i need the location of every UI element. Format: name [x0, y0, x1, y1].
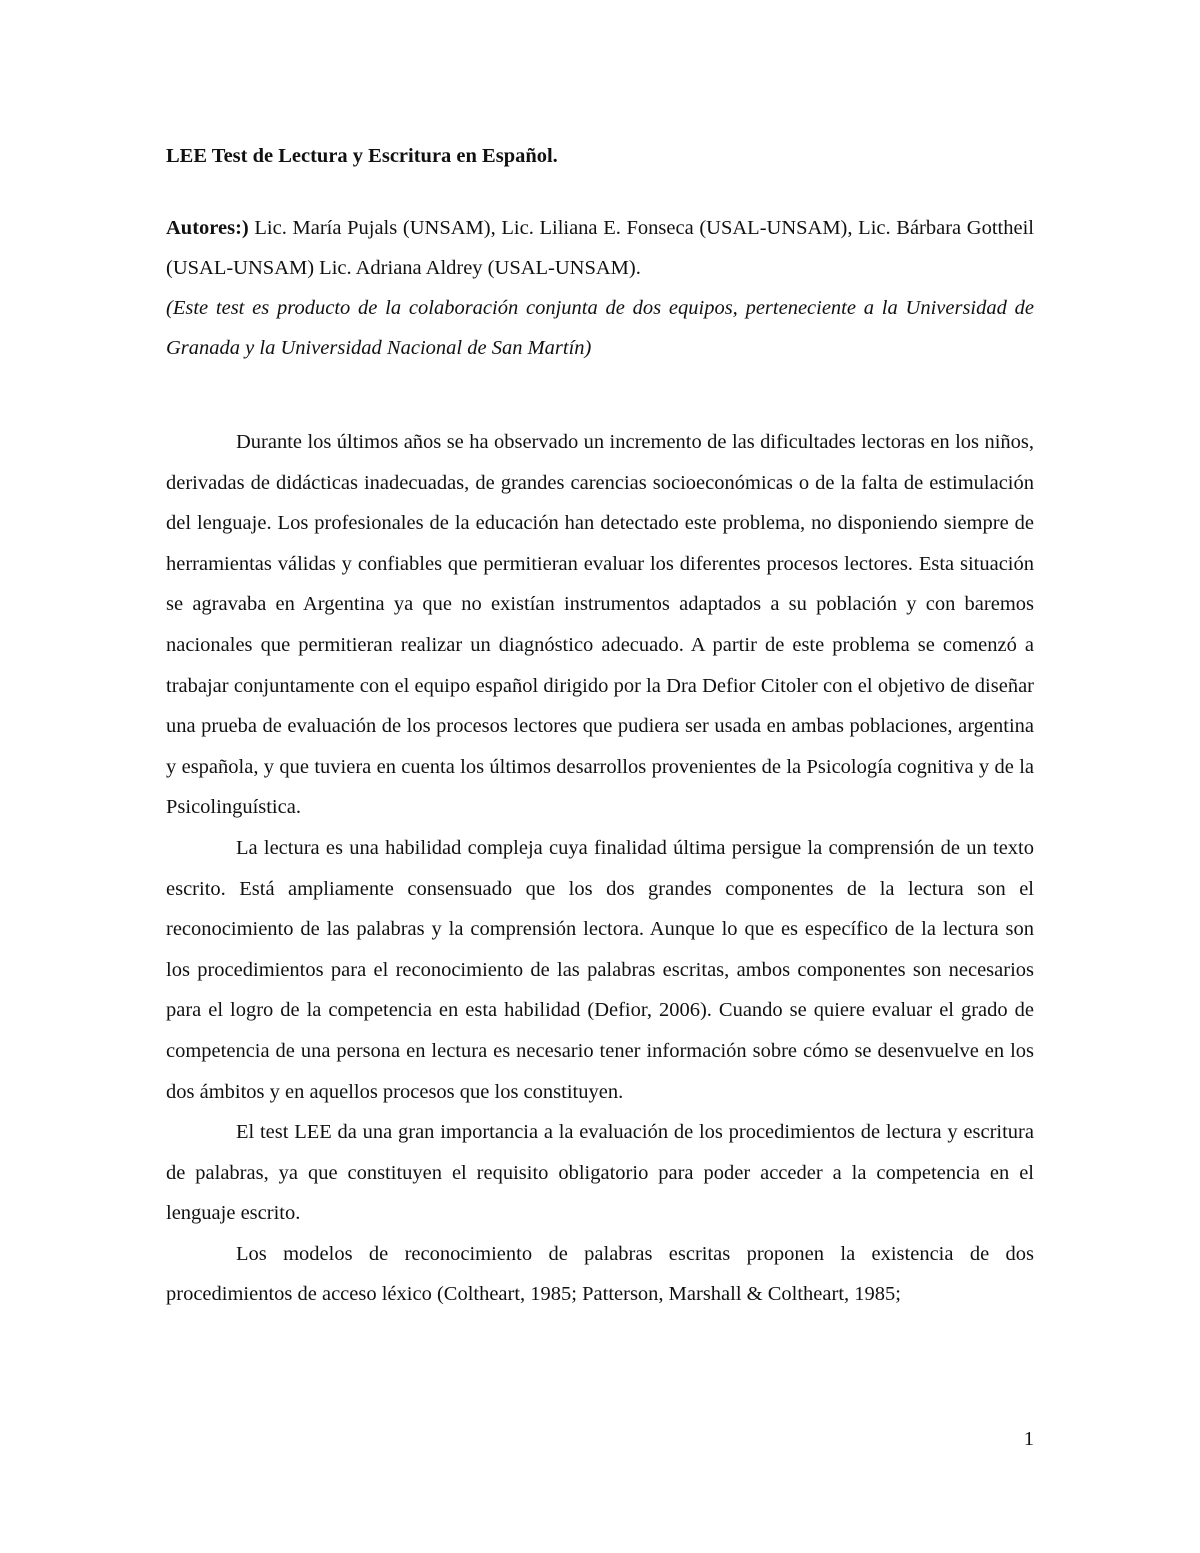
authors-line — [166, 208, 1034, 288]
paragraph: El test LEE da una gran importancia a la evaluación de los procedimientos de lectura y escritura de palabras, ya que constituyen el requisito obligatorio para poder acceder a la competencia en el lenguaje escrito. — [166, 1121, 1034, 1225]
document-title: LEE Test de Lectura y Escritura en Español. — [166, 145, 558, 167]
page-content — [166, 136, 1034, 1315]
authors-text: Lic. María Pujals (UNSAM), Lic. Liliana E. Fonseca (USAL-UNSAM), Lic. Bárbara Gottheil (USAL-UNSAM) Lic. Adriana Aldrey (USAL-UNSAM). — [166, 217, 1034, 279]
collaboration-note: (Este test es producto de la colaboración conjunta de dos equipos, perteneciente a la Universidad de Granada y la Universidad Nacional de San Martín) — [166, 297, 1034, 359]
paragraph: La lectura es una habilidad compleja cuya finalidad última persigue la comprensión de un texto escrito. Está ampliamente consensuado que los dos grandes componentes de la lectura son el reconocimiento de las palabras y la comprensión lectora. Aunque lo que es específico de la lectura son los procedimientos para el reconocimiento de las palabras escritas, ambos componentes son necesarios para el logro de la competencia en esta habilidad (Defior, 2006). Cuando se quiere evaluar el grado de competencia de una persona en lectura es necesario tener información sobre cómo se desenvuelve en los dos ámbitos y en aquellos procesos que los constituyen. — [166, 836, 1034, 1103]
paragraph: Los modelos de reconocimiento de palabras escritas proponen la existencia de dos procedimientos de acceso léxico (Coltheart, 1985; Patterson, Marshall & Coltheart, 1985; — [166, 1242, 1034, 1306]
authors-label: Autores:) — [166, 217, 249, 239]
page-number: 1 — [1023, 1428, 1034, 1450]
body-text — [166, 422, 1034, 1315]
paragraph: Durante los últimos años se ha observado un incremento de las dificultades lectoras en los niños, derivadas de didácticas inadecuadas, de grandes carencias socioeconómicas o de la falta de estimulación del lenguaje. Los profesionales de la educación han detectado este problema, no disponiendo siempre de herramientas válidas y confiables que permitieran evaluar los diferentes procesos lectores. Esta situación se agravaba en Argentina ya que no existían instrumentos adaptados a su población y con baremos nacionales que permitieran realizar un diagnóstico adecuado. A partir de este problema se comenzó a trabajar conjuntamente con el equipo español dirigido por la Dra Defior Citoler con el objetivo de diseñar una prueba de evaluación de los procesos lectores que pudiera ser usada en ambas poblaciones, argentina y española, y que tuviera en cuenta los últimos desarrollos provenientes de la Psicología cognitiva y de la Psicolinguística. — [166, 431, 1034, 819]
